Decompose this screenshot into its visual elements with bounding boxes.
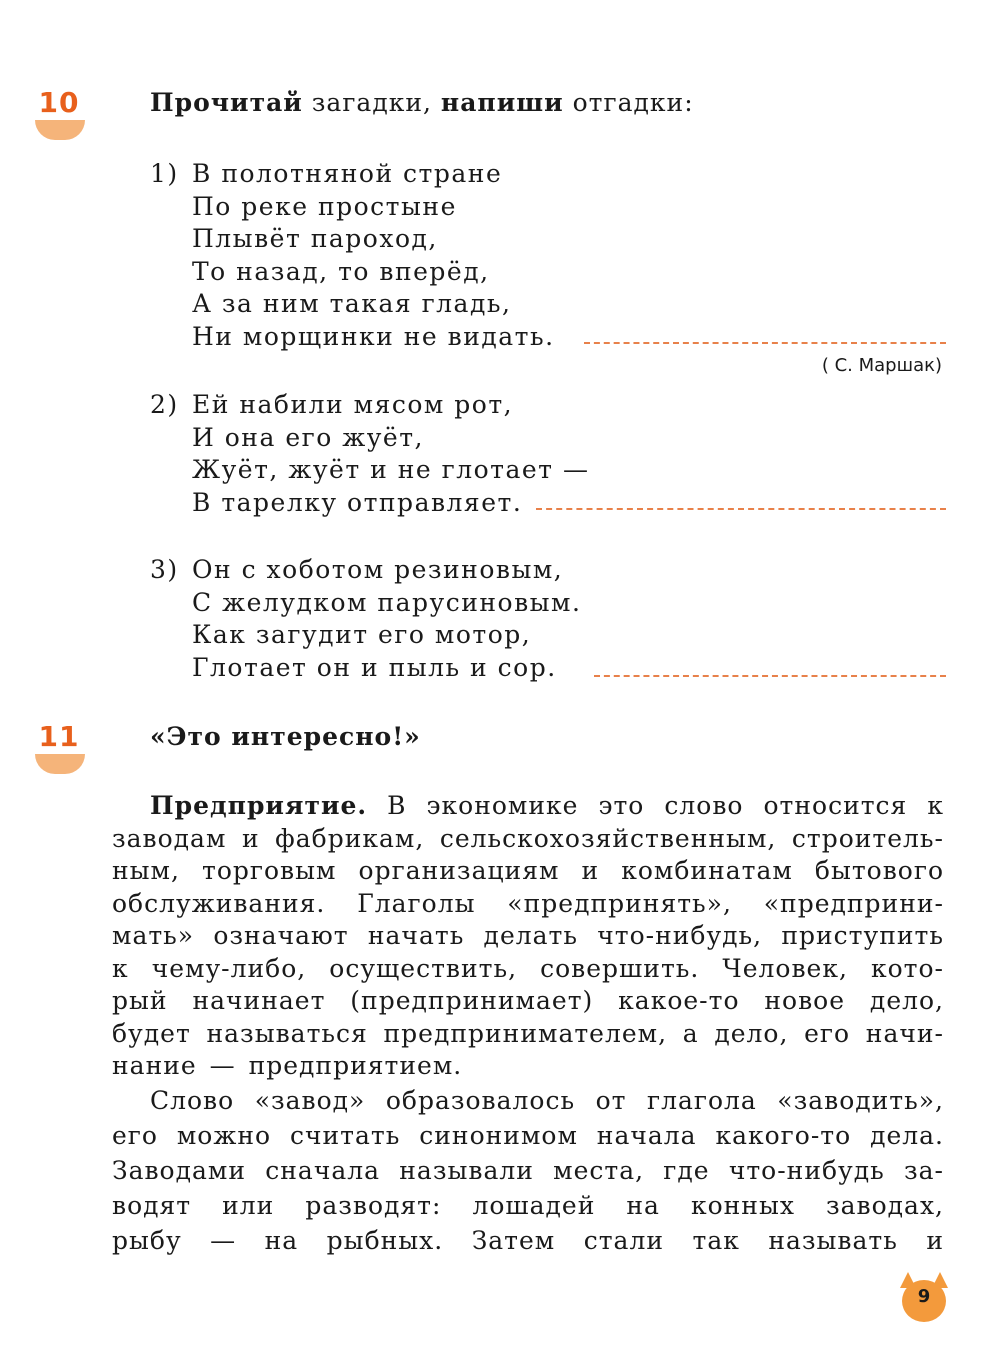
paragraph-line: ным, торговым организациям и комбинатам бытового — [112, 856, 944, 885]
heading-word-answers: отгадки: — [572, 88, 694, 117]
task-number-10 — [30, 86, 88, 119]
paragraph-line: водят или разводят: лошадей на конных заводах, — [112, 1191, 944, 1220]
paragraph-line: к чему-либо, осуществить, совершить. Человек, кото- — [112, 953, 944, 983]
paragraph-line: мать» означают начать делать что-нибудь, приступить — [112, 921, 944, 950]
paragraph-line: заводам и фабрикам, сельскохозяйственным, строитель- — [112, 823, 944, 853]
riddle-line: И она его жуёт, — [192, 422, 424, 452]
paragraph-enterprise — [112, 790, 944, 1083]
task-number-label: 10 — [38, 86, 80, 119]
riddle-line: Плывёт пароход, — [192, 224, 438, 253]
paragraph-line: Слово «завод» образовалось от глагола «заводить», — [150, 1086, 944, 1115]
heading-word-riddles: загадки, — [311, 88, 432, 117]
answer-line-1[interactable] — [584, 342, 946, 344]
task-number-11 — [30, 720, 88, 753]
riddle-line: А за ним такая гладь, — [192, 289, 512, 318]
riddle-line: По реке простыне — [192, 191, 457, 221]
page-number-badge — [898, 1272, 950, 1322]
riddle-1 — [150, 158, 555, 353]
riddle-line: Глотает он и пыль и сор. — [192, 652, 557, 682]
paragraph-line: рый начинает (предпринимает) какое-то новое дело, — [112, 986, 944, 1015]
paragraph-line: его можно считать синонимом начала какого-то дела. — [112, 1121, 944, 1150]
riddle-author: ( С. Маршак) — [821, 355, 942, 376]
paragraph-line: рыбу — на рыбных. Затем стали так называть и — [112, 1226, 944, 1255]
paragraph-line: Заводами сначала называли места, где что-нибудь за- — [112, 1156, 944, 1185]
riddle-line: Он с хоботом резиновым, — [192, 555, 564, 584]
task-number-tab — [35, 120, 85, 140]
paragraph-factory — [112, 1085, 944, 1258]
riddle-line: С желудком парусиновым. — [192, 587, 582, 617]
riddle-line: Жуёт, жуёт и не глотает — — [192, 455, 590, 484]
page-number: 9 — [917, 1286, 931, 1307]
riddle-number: 1) — [150, 159, 179, 188]
riddle-2 — [150, 389, 589, 519]
answer-line-3[interactable] — [594, 675, 946, 677]
term-enterprise: Предприятие. — [150, 791, 368, 820]
heading-verb-write: напиши — [440, 88, 564, 117]
riddle-line: Как загудит его мотор, — [192, 620, 532, 649]
paragraph-line: Предприятие. В экономике это слово относится к — [150, 791, 944, 820]
riddle-number: 3) — [150, 555, 179, 584]
paragraph-line: обслуживания. Глаголы «предпринять», «предприни- — [112, 888, 944, 918]
heading-verb-read: Прочитай — [150, 88, 303, 117]
riddle-line: То назад, то вперёд, — [192, 256, 490, 286]
riddle-line: Ей набили мясом рот, — [192, 390, 514, 419]
task-10-heading — [150, 88, 694, 117]
section-title: «Это интересно!» — [150, 722, 421, 751]
paragraph-line: нание — предприятием. — [112, 1051, 463, 1080]
riddle-line: В полотняной стране — [192, 159, 503, 188]
riddle-3 — [150, 554, 581, 684]
riddle-line: В тарелку отправляет. — [192, 487, 523, 517]
riddle-line: Ни морщинки не видать. — [192, 321, 555, 351]
task-number-tab — [35, 754, 85, 774]
task-11-heading — [150, 722, 421, 751]
paragraph-line: будет называться предпринимателем, а дело, его начи- — [112, 1018, 944, 1048]
riddle-number: 2) — [150, 390, 179, 419]
answer-line-2[interactable] — [536, 508, 946, 510]
task-number-label: 11 — [38, 720, 80, 753]
